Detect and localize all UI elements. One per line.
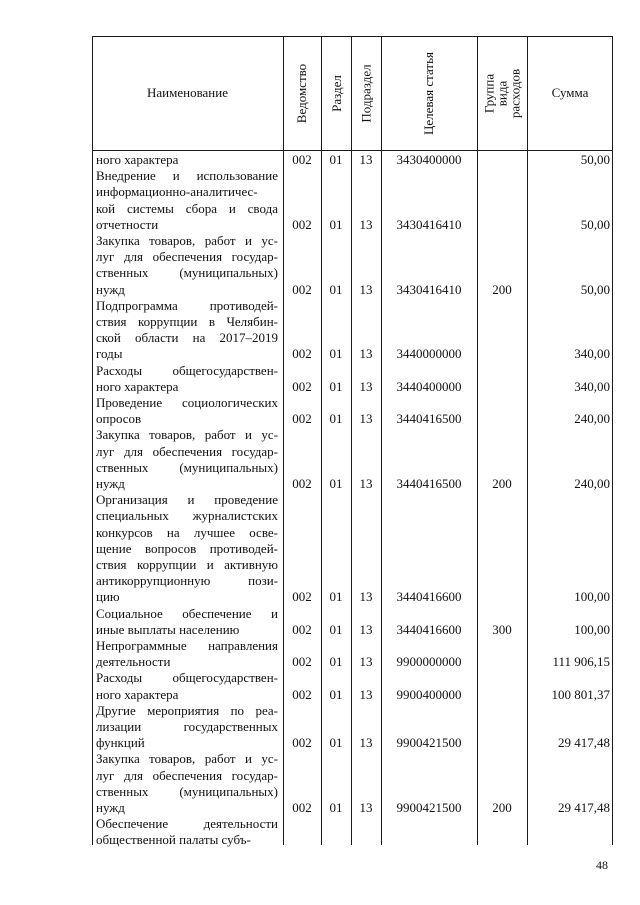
row-section: 01 bbox=[329, 346, 343, 362]
row-name-line: цию bbox=[96, 589, 120, 605]
row-expense-group bbox=[477, 589, 527, 605]
table-row bbox=[92, 751, 613, 816]
row-expense-group bbox=[477, 379, 527, 395]
table-row bbox=[92, 638, 613, 670]
column-header-name: Наименование bbox=[147, 85, 228, 100]
row-expense-group: 200 bbox=[492, 800, 512, 815]
table-row bbox=[92, 816, 613, 848]
row-name-line: кой системы сбора и свода bbox=[96, 200, 278, 216]
row-subsection: 13 bbox=[359, 654, 373, 670]
row-subsection: 13 bbox=[359, 346, 373, 362]
row-target-article: 9900000000 bbox=[396, 654, 462, 670]
row-amount: 240,00 bbox=[574, 411, 610, 427]
row-name-line: антикоррупционную пози- bbox=[96, 573, 278, 589]
row-name bbox=[96, 751, 278, 816]
row-target-article: 9900400000 bbox=[396, 686, 462, 702]
row-name bbox=[96, 168, 278, 233]
row-subsection: 13 bbox=[359, 686, 373, 702]
row-subsection: 13 bbox=[359, 216, 373, 232]
row-department: 002 bbox=[292, 476, 312, 491]
row-subsection: 13 bbox=[359, 800, 373, 815]
row-section: 01 bbox=[329, 411, 343, 427]
row-department: 002 bbox=[292, 589, 312, 605]
row-amount: 240,00 bbox=[574, 476, 610, 491]
header-divider bbox=[92, 150, 613, 151]
table-row bbox=[92, 152, 613, 168]
row-subsection: 13 bbox=[359, 378, 373, 394]
row-name-line: Расходы общегосударствен- bbox=[96, 670, 278, 686]
row-target-article: 3440000000 bbox=[396, 346, 462, 362]
row-name-line: годы bbox=[96, 346, 123, 362]
row-name bbox=[96, 703, 278, 752]
row-amount: 340,00 bbox=[574, 346, 610, 362]
row-expense-group: 300 bbox=[492, 621, 512, 637]
row-amount: 111 906,15 bbox=[552, 654, 610, 670]
row-name-line: нужд bbox=[96, 475, 125, 491]
row-name-line: луг для обеспечения государ- bbox=[96, 249, 278, 265]
row-expense-group bbox=[477, 735, 527, 751]
column-header-target-article: Целевая статья bbox=[421, 51, 437, 135]
row-name-line: общественной палаты субъ- bbox=[96, 832, 251, 848]
row-amount: 29 417,48 bbox=[558, 800, 610, 815]
row-name-line: Закупка товаров, работ и ус- bbox=[96, 751, 278, 767]
table-row bbox=[92, 395, 613, 427]
column-header-subsection: Подраздел bbox=[358, 63, 374, 123]
row-name bbox=[96, 395, 278, 427]
row-section bbox=[321, 832, 351, 848]
table-row bbox=[92, 168, 613, 233]
row-target-article: 3440416600 bbox=[396, 621, 462, 637]
row-expense-group bbox=[477, 654, 527, 670]
row-department bbox=[283, 832, 321, 848]
row-amount: 50,00 bbox=[580, 216, 610, 232]
row-subsection: 13 bbox=[359, 589, 373, 605]
row-section: 01 bbox=[329, 621, 343, 637]
row-subsection: 13 bbox=[359, 476, 373, 491]
row-department: 002 bbox=[292, 378, 312, 394]
row-expense-group bbox=[477, 411, 527, 427]
row-section: 01 bbox=[329, 378, 343, 394]
row-name-line: специальных журналистских bbox=[96, 508, 278, 524]
row-section: 01 bbox=[329, 654, 343, 670]
row-amount bbox=[527, 832, 610, 848]
table-row bbox=[92, 233, 613, 298]
row-section: 01 bbox=[329, 476, 343, 491]
row-name-line: ного характера bbox=[96, 152, 179, 167]
table-row bbox=[92, 492, 613, 605]
row-section: 01 bbox=[329, 589, 343, 605]
row-name-line: нужд bbox=[96, 281, 125, 297]
row-name bbox=[96, 816, 278, 848]
row-target-article: 3430416410 bbox=[396, 281, 462, 297]
row-subsection: 13 bbox=[359, 621, 373, 637]
row-name-line: Социальное обеспечение и bbox=[96, 605, 278, 621]
row-name-line: Закупка товаров, работ и ус- bbox=[96, 427, 278, 443]
row-name-line: ного характера bbox=[96, 378, 179, 394]
row-amount: 100,00 bbox=[574, 621, 610, 637]
row-name bbox=[96, 298, 278, 363]
row-name-line: ственных (муниципальных) bbox=[96, 783, 278, 799]
row-section: 01 bbox=[329, 281, 343, 297]
row-name-line: ствия коррупции и активную bbox=[96, 556, 278, 572]
column-header-department: Ведомство bbox=[294, 63, 310, 123]
row-expense-group: 200 bbox=[492, 281, 512, 297]
table-row bbox=[92, 670, 613, 702]
row-name-line: Обеспечение деятельности bbox=[96, 816, 278, 832]
row-department: 002 bbox=[292, 281, 312, 297]
row-name-line: Расходы общегосударствен- bbox=[96, 362, 278, 378]
row-section: 01 bbox=[329, 152, 343, 167]
table-row bbox=[92, 298, 613, 363]
row-name-line: Подпрограмма противодей- bbox=[96, 297, 278, 313]
row-target-article: 3440416500 bbox=[396, 411, 462, 427]
row-subsection: 13 bbox=[359, 735, 373, 751]
row-target-article: 3440416500 bbox=[396, 476, 462, 491]
row-section: 01 bbox=[329, 735, 343, 751]
row-amount: 29 417,48 bbox=[558, 735, 610, 751]
row-name-line: ской области на 2017–2019 bbox=[96, 330, 278, 346]
row-amount: 50,00 bbox=[580, 152, 610, 167]
row-expense-group bbox=[477, 832, 527, 848]
row-name bbox=[96, 492, 278, 605]
row-expense-group bbox=[477, 217, 527, 233]
row-name-line: иные выплаты населению bbox=[96, 621, 240, 637]
row-name-line: щение вопросов противодей- bbox=[96, 540, 278, 556]
row-target-article: 3430416410 bbox=[396, 216, 462, 232]
row-department: 002 bbox=[292, 216, 312, 232]
row-name-line: ственных (муниципальных) bbox=[96, 265, 278, 281]
row-department: 002 bbox=[292, 686, 312, 702]
row-name-line: луг для обеспечения государ- bbox=[96, 443, 278, 459]
row-name bbox=[96, 363, 278, 395]
row-name-line: конкурсов на лучшее осве- bbox=[96, 524, 278, 540]
row-name bbox=[96, 638, 278, 670]
row-department: 002 bbox=[292, 621, 312, 637]
row-name-line: ствия коррупции в Челябин- bbox=[96, 313, 278, 329]
table-row bbox=[92, 363, 613, 395]
row-name-line: Непрограммные направления bbox=[96, 638, 278, 653]
row-name-line: ственных (муниципальных) bbox=[96, 459, 278, 475]
row-department: 002 bbox=[292, 654, 312, 670]
row-target-article: 9900421500 bbox=[396, 800, 462, 815]
column-header-section: Раздел bbox=[328, 74, 344, 112]
table-row bbox=[92, 606, 613, 638]
row-expense-group bbox=[477, 152, 527, 168]
row-department: 002 bbox=[292, 800, 312, 815]
row-section: 01 bbox=[329, 216, 343, 232]
row-department: 002 bbox=[292, 735, 312, 751]
row-expense-group bbox=[477, 346, 527, 362]
row-target-article: 9900421500 bbox=[396, 735, 462, 751]
row-name bbox=[96, 152, 278, 168]
row-department: 002 bbox=[292, 152, 312, 167]
column-header-expense-group: Группа вида расходов bbox=[481, 68, 523, 118]
row-target-article: 3440416600 bbox=[396, 589, 462, 605]
budget-table bbox=[92, 36, 613, 848]
row-name-line: луг для обеспечения государ- bbox=[96, 767, 278, 783]
row-amount: 100 801,37 bbox=[551, 686, 610, 702]
row-name-line: отчетности bbox=[96, 216, 159, 232]
column-header-amount: Сумма bbox=[551, 85, 589, 100]
row-name bbox=[96, 606, 278, 638]
row-name bbox=[96, 233, 278, 298]
row-subsection: 13 bbox=[359, 281, 373, 297]
row-name-line: Проведение социологических bbox=[96, 395, 278, 410]
row-name-line: Организация и проведение bbox=[96, 492, 278, 508]
row-section: 01 bbox=[329, 800, 343, 815]
row-target-article: 3430400000 bbox=[396, 152, 462, 167]
row-name-line: Закупка товаров, работ и ус- bbox=[96, 233, 278, 248]
row-amount: 50,00 bbox=[580, 281, 610, 297]
row-subsection bbox=[351, 832, 381, 848]
row-name bbox=[96, 670, 278, 702]
row-name-line: лизации государственных bbox=[96, 718, 278, 734]
row-name-line: нужд bbox=[96, 799, 125, 815]
row-target-article: 3440400000 bbox=[396, 378, 462, 394]
row-name bbox=[96, 427, 278, 492]
row-subsection: 13 bbox=[359, 152, 373, 167]
row-name-line: информационно-аналитичес- bbox=[96, 184, 258, 200]
row-name-line: Внедрение и использование bbox=[96, 168, 278, 184]
row-target-article bbox=[381, 832, 477, 848]
row-department: 002 bbox=[292, 346, 312, 362]
row-expense-group: 200 bbox=[492, 476, 512, 491]
row-name-line: опросов bbox=[96, 411, 142, 427]
row-department: 002 bbox=[292, 411, 312, 427]
row-amount: 340,00 bbox=[574, 378, 610, 394]
row-name-line: функций bbox=[96, 735, 145, 751]
row-section: 01 bbox=[329, 686, 343, 702]
row-name-line: деятельности bbox=[96, 654, 171, 670]
row-name-line: Другие мероприятия по реа- bbox=[96, 702, 278, 718]
table-row bbox=[92, 703, 613, 752]
row-name-line: ного характера bbox=[96, 686, 179, 702]
row-expense-group bbox=[477, 687, 527, 703]
table-row bbox=[92, 427, 613, 492]
row-amount: 100,00 bbox=[574, 589, 610, 605]
page-number: 48 bbox=[596, 858, 608, 872]
row-subsection: 13 bbox=[359, 411, 373, 427]
